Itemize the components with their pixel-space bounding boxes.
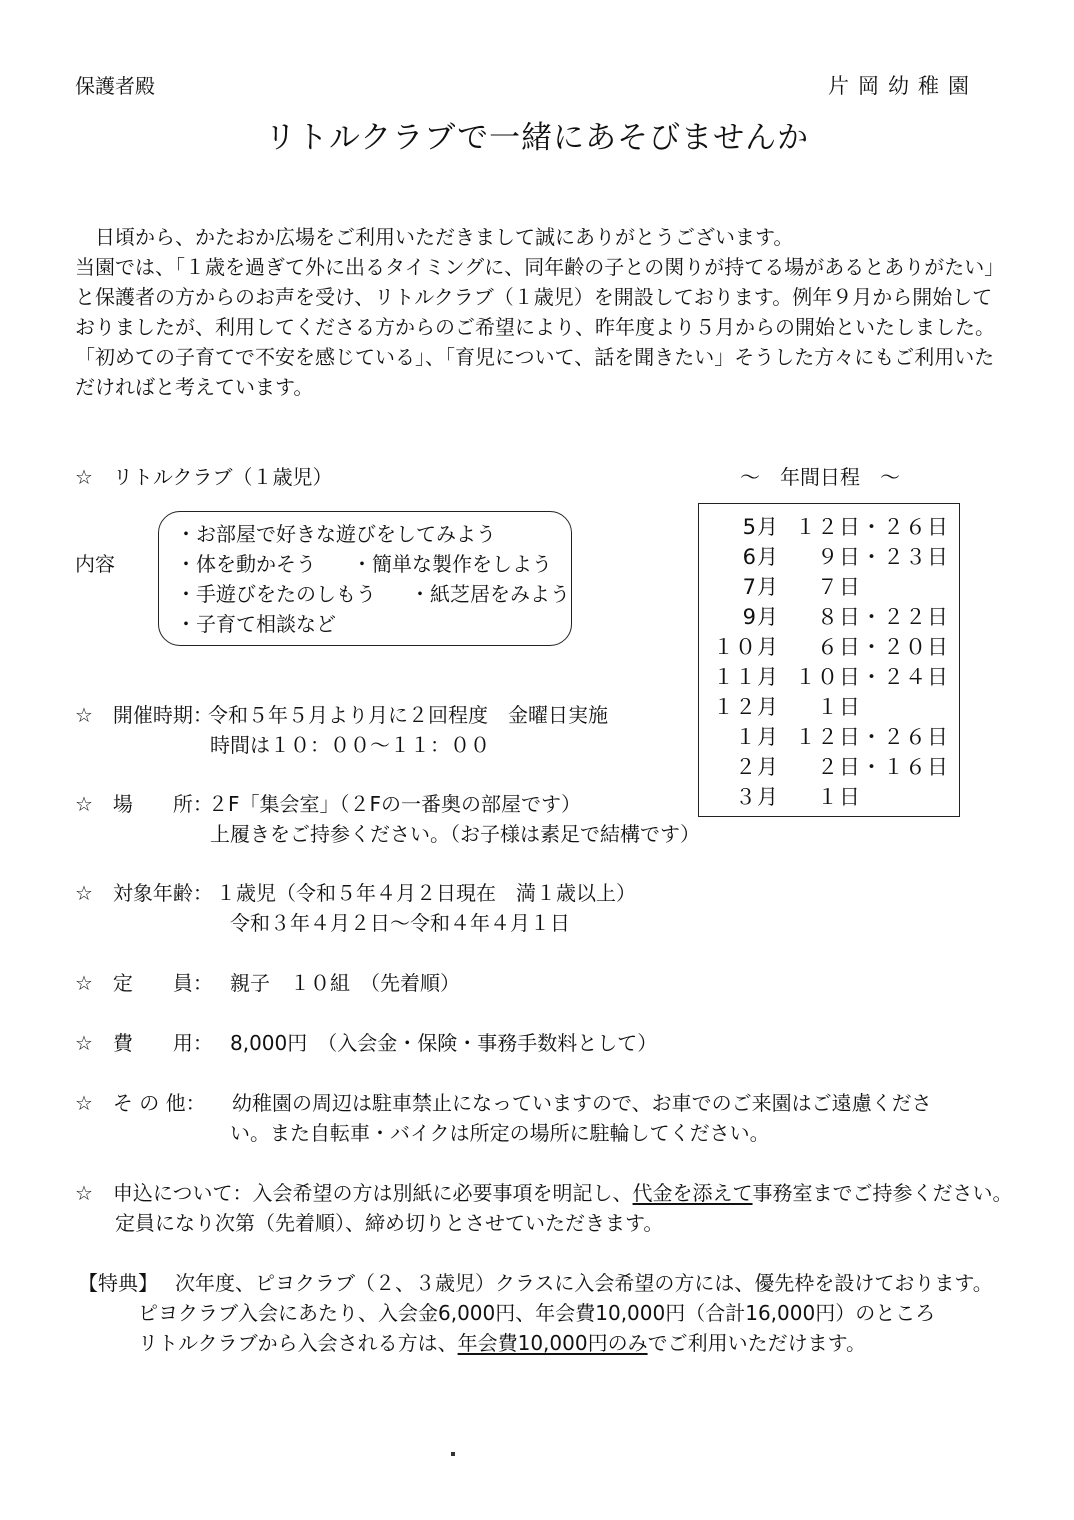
intro-line-1: 日頃から、かたおか広場をご利用いただきまして誠にありがとうございます。: [75, 225, 794, 249]
bonus-line-3: [138, 1328, 866, 1358]
place-label: ☆ 場 所：: [75, 792, 213, 816]
apply-text-pre: 入会希望の方は別紙に必要事項を明記し、: [252, 1181, 633, 1205]
apply-line-1: [75, 1178, 1013, 1208]
schedule-days: ６日・２０日: [795, 635, 949, 659]
capacity-label: ☆ 定 員：: [75, 971, 213, 995]
other-label: ☆ そ の 他：: [75, 1091, 206, 1115]
bonus-line-1: 次年度、ピヨクラブ（２、３歳児）クラスに入会希望の方には、優先枠を設けております。: [175, 1271, 993, 1295]
place-line-1: ２F「集会室」（２Fの一番奥の部屋です）: [208, 792, 582, 816]
age-label: ☆ 対象年齢：: [75, 881, 213, 905]
schedule-days: ７日: [795, 575, 861, 599]
page-title: リトルクラブで一緒にあそびませんか: [264, 120, 810, 156]
apply-line-2: 定員になり次第（先着順）、締め切りとさせていただきます。: [115, 1211, 664, 1235]
schedule-month: ２月: [735, 755, 779, 779]
apply-text-underlined: 代金を添えて: [632, 1181, 753, 1205]
content-label: 内容: [75, 552, 115, 576]
schedule-month: 5月: [742, 515, 779, 539]
bonus-label: 【特典】: [78, 1271, 158, 1295]
schedule-days: １２日・２６日: [795, 725, 949, 749]
schedule-month: 7月: [742, 575, 779, 599]
intro-line-5: 「初めての子育てで不安を感じている」、「育児について、話を聞きたい」そうした方々にもご利用いた: [75, 345, 995, 369]
content-item-6: ・子育て相談など: [176, 612, 336, 636]
scan-speck: [451, 1452, 455, 1456]
content-item-3: ・簡単な製作をしよう: [352, 552, 552, 576]
schedule-month: ３月: [735, 785, 779, 809]
schedule-month: 6月: [742, 545, 779, 569]
fee-value: 8,000円 （入会金・保険・事務手数料として）: [230, 1031, 658, 1055]
intro-line-2: 当園では、「１歳を過ぎて外に出るタイミングに、同年齢の子との関りが持てる場があるとありがたい」: [75, 255, 1005, 279]
schedule-month: 9月: [742, 605, 779, 629]
intro-line-6: だければと考えています。: [75, 375, 314, 399]
schedule-days: ２日・１６日: [795, 755, 949, 779]
schedule-month: １２月: [713, 695, 779, 719]
apply-label: ☆ 申込について：: [75, 1181, 253, 1205]
fee-label: ☆ 費 用：: [75, 1031, 213, 1055]
capacity-value: 親子 １０組 （先着順）: [230, 971, 460, 995]
apply-text-post: 事務室までご持参ください。: [752, 1181, 1013, 1205]
period-line-1: 令和５年５月より月に２回程度 金曜日実施: [208, 703, 608, 727]
period-line-2: 時間は１０：００～１１：００: [210, 733, 490, 757]
place-line-2: 上履きをご持参ください。（お子様は素足で結構です）: [210, 822, 700, 846]
bonus-line-2: ピヨクラブ入会にあたり、入会金6,000円、年会費10,000円（合計16,000円）のところ: [138, 1301, 936, 1325]
schedule-days: １０日・２４日: [795, 665, 949, 689]
age-line-1: １歳児（令和５年４月２日現在 満１歳以上）: [216, 881, 636, 905]
schedule-days: ８日・２２日: [795, 605, 949, 629]
club-heading: ☆ リトルクラブ（１歳児）: [75, 465, 333, 489]
other-line-1: 幼稚園の周辺は駐車禁止になっていますので、お車でのご来園はご遠慮くださ: [232, 1091, 932, 1115]
intro-line-3: と保護者の方からのお声を受け、リトルクラブ（１歳児）を開設しております。例年９月から開始して: [75, 285, 993, 309]
age-line-2: 令和３年４月２日～令和４年４月１日: [230, 911, 570, 935]
content-item-2: ・体を動かそう: [176, 552, 316, 576]
bonus-text-post: でご利用いただけます。: [647, 1331, 866, 1355]
schedule-days: ９日・２３日: [795, 545, 949, 569]
schedule-month: １１月: [713, 665, 779, 689]
schedule-days: １日: [795, 695, 861, 719]
schedule-box: [698, 503, 960, 817]
schedule-heading: ～ 年間日程 ～: [740, 465, 900, 489]
period-label: ☆ 開催時期：: [75, 703, 213, 727]
recipient-label: 保護者殿: [75, 74, 155, 98]
content-item-4: ・手遊びをたのしもう: [176, 582, 376, 606]
schedule-days: １２日・２６日: [795, 515, 949, 539]
organization-name: 片岡幼稚園: [828, 74, 978, 98]
schedule-month: １月: [735, 725, 779, 749]
other-line-2: い。また自転車・バイクは所定の場所に駐輪してください。: [230, 1121, 770, 1145]
schedule-days: １日: [795, 785, 861, 809]
bonus-text-pre: リトルクラブから入会される方は、: [138, 1331, 458, 1355]
intro-line-4: おりましたが、利用してくださる方からのご希望により、昨年度より５月からの開始といたしました。: [75, 315, 995, 339]
content-item-1: ・お部屋で好きな遊びをしてみよう: [176, 522, 496, 546]
content-item-5: ・紙芝居をみよう: [410, 582, 570, 606]
bonus-text-underlined: 年会費10,000円のみ: [457, 1331, 648, 1355]
schedule-month: １０月: [713, 635, 779, 659]
